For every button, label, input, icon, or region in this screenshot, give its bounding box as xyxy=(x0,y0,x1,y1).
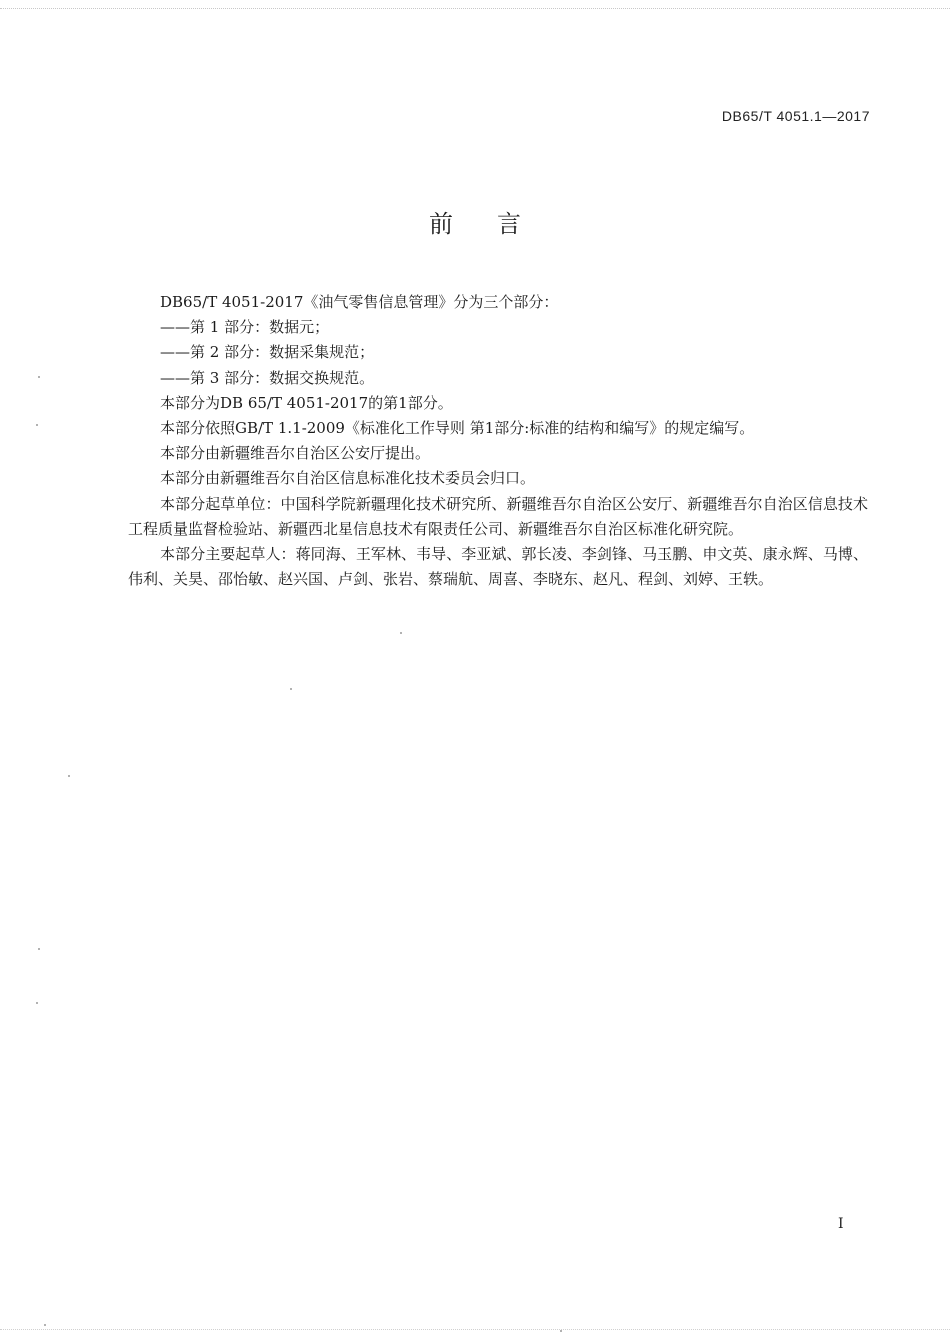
paragraph-drafting-units: 本部分起草单位：中国科学院新疆理化技术研究所、新疆维吾尔自治区公安厅、新疆维吾尔自治区信息技术工程质量监督检验站、新疆西北星信息技术有限责任公司、新疆维吾尔自治区标准化研究院。 xyxy=(128,494,868,538)
paragraph-this-part: 本部分为DB 65/T 4051-2017的第1部分。 xyxy=(160,393,453,412)
list-item-part-3: ——第 3 部分：数据交换规范。 xyxy=(160,368,375,387)
paragraph-drafters: 本部分主要起草人：蒋同海、王军林、韦导、李亚斌、郭长凌、李剑锋、马玉鹏、申文英、康永辉、马博、伟利、关昊、邵怡敏、赵兴国、卢剑、张岩、蔡瑞航、周喜、李晓东、赵凡、程剑、刘婷、王轶。 xyxy=(128,545,868,589)
paragraph-proposer: 本部分由新疆维吾尔自治区公安厅提出。 xyxy=(160,444,431,463)
paragraph-administrator: 本部分由新疆维吾尔自治区信息标准化技术委员会归口。 xyxy=(160,469,536,488)
scan-edge-top xyxy=(0,0,950,9)
foreword-body xyxy=(128,290,868,592)
scan-speck xyxy=(290,688,292,690)
scan-speck xyxy=(44,1324,46,1326)
page-title: 前言 xyxy=(429,210,565,238)
scan-speck xyxy=(68,775,70,777)
list-item-part-1: ——第 1 部分：数据元； xyxy=(160,318,330,337)
scan-speck xyxy=(38,948,40,950)
scan-speck xyxy=(36,424,38,426)
scan-edge-bottom xyxy=(0,1329,950,1334)
scan-speck xyxy=(400,632,402,634)
scan-speck xyxy=(38,376,40,378)
paragraph-drafting-rules: 本部分依照GB/T 1.1-2009《标准化工作导则 第1部分:标准的结构和编写》的规定编写。 xyxy=(160,419,755,438)
scan-speck xyxy=(36,1002,38,1004)
page-number: I xyxy=(838,1216,844,1232)
standard-code: DB65/T 4051.1—2017 xyxy=(721,108,870,124)
list-item-part-2: ——第 2 部分：数据采集规范； xyxy=(160,343,375,362)
paragraph-parts-intro: DB65/T 4051-2017《油气零售信息管理》分为三个部分： xyxy=(160,293,559,311)
